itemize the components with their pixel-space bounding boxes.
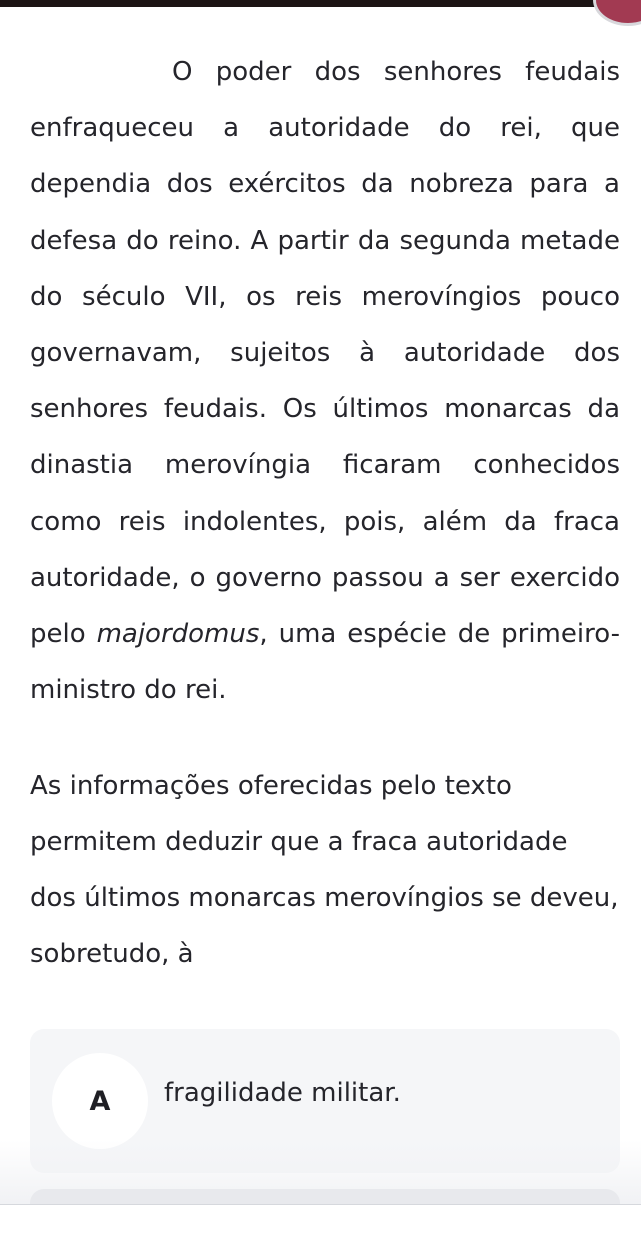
bottom-bar bbox=[0, 1204, 641, 1254]
avatar[interactable] bbox=[593, 0, 641, 26]
top-app-bar-edge bbox=[0, 0, 641, 7]
option-letter-badge: A bbox=[52, 1053, 148, 1149]
passage-text bbox=[30, 44, 620, 718]
question-prompt: As informações oferecidas pelo texto permitem deduzir que a fraca autoridade dos últimos monarcas merovíngios se deveu, sobretudo, à bbox=[30, 771, 619, 969]
italic-term: majordomus bbox=[96, 619, 260, 650]
passage-paragraph: O poder dos senhores feudais enfraqueceu a autoridade do rei, que dependia dos exércitos da nobreza para a defesa do reino. A partir da segunda metade do século VII, os reis merovíngios pouco governavam, sujeitos à autoridade dos senhores feudais. Os últimos monarcas da dinastia merovíngia ficaram conhecidos como reis indolentes, pois, além da fraca autoridade, o governo passou a ser exercido pelo majordomus, uma espécie de primeiro-ministro do rei. bbox=[30, 57, 620, 706]
option-label: fragilidade militar. bbox=[164, 1078, 401, 1108]
